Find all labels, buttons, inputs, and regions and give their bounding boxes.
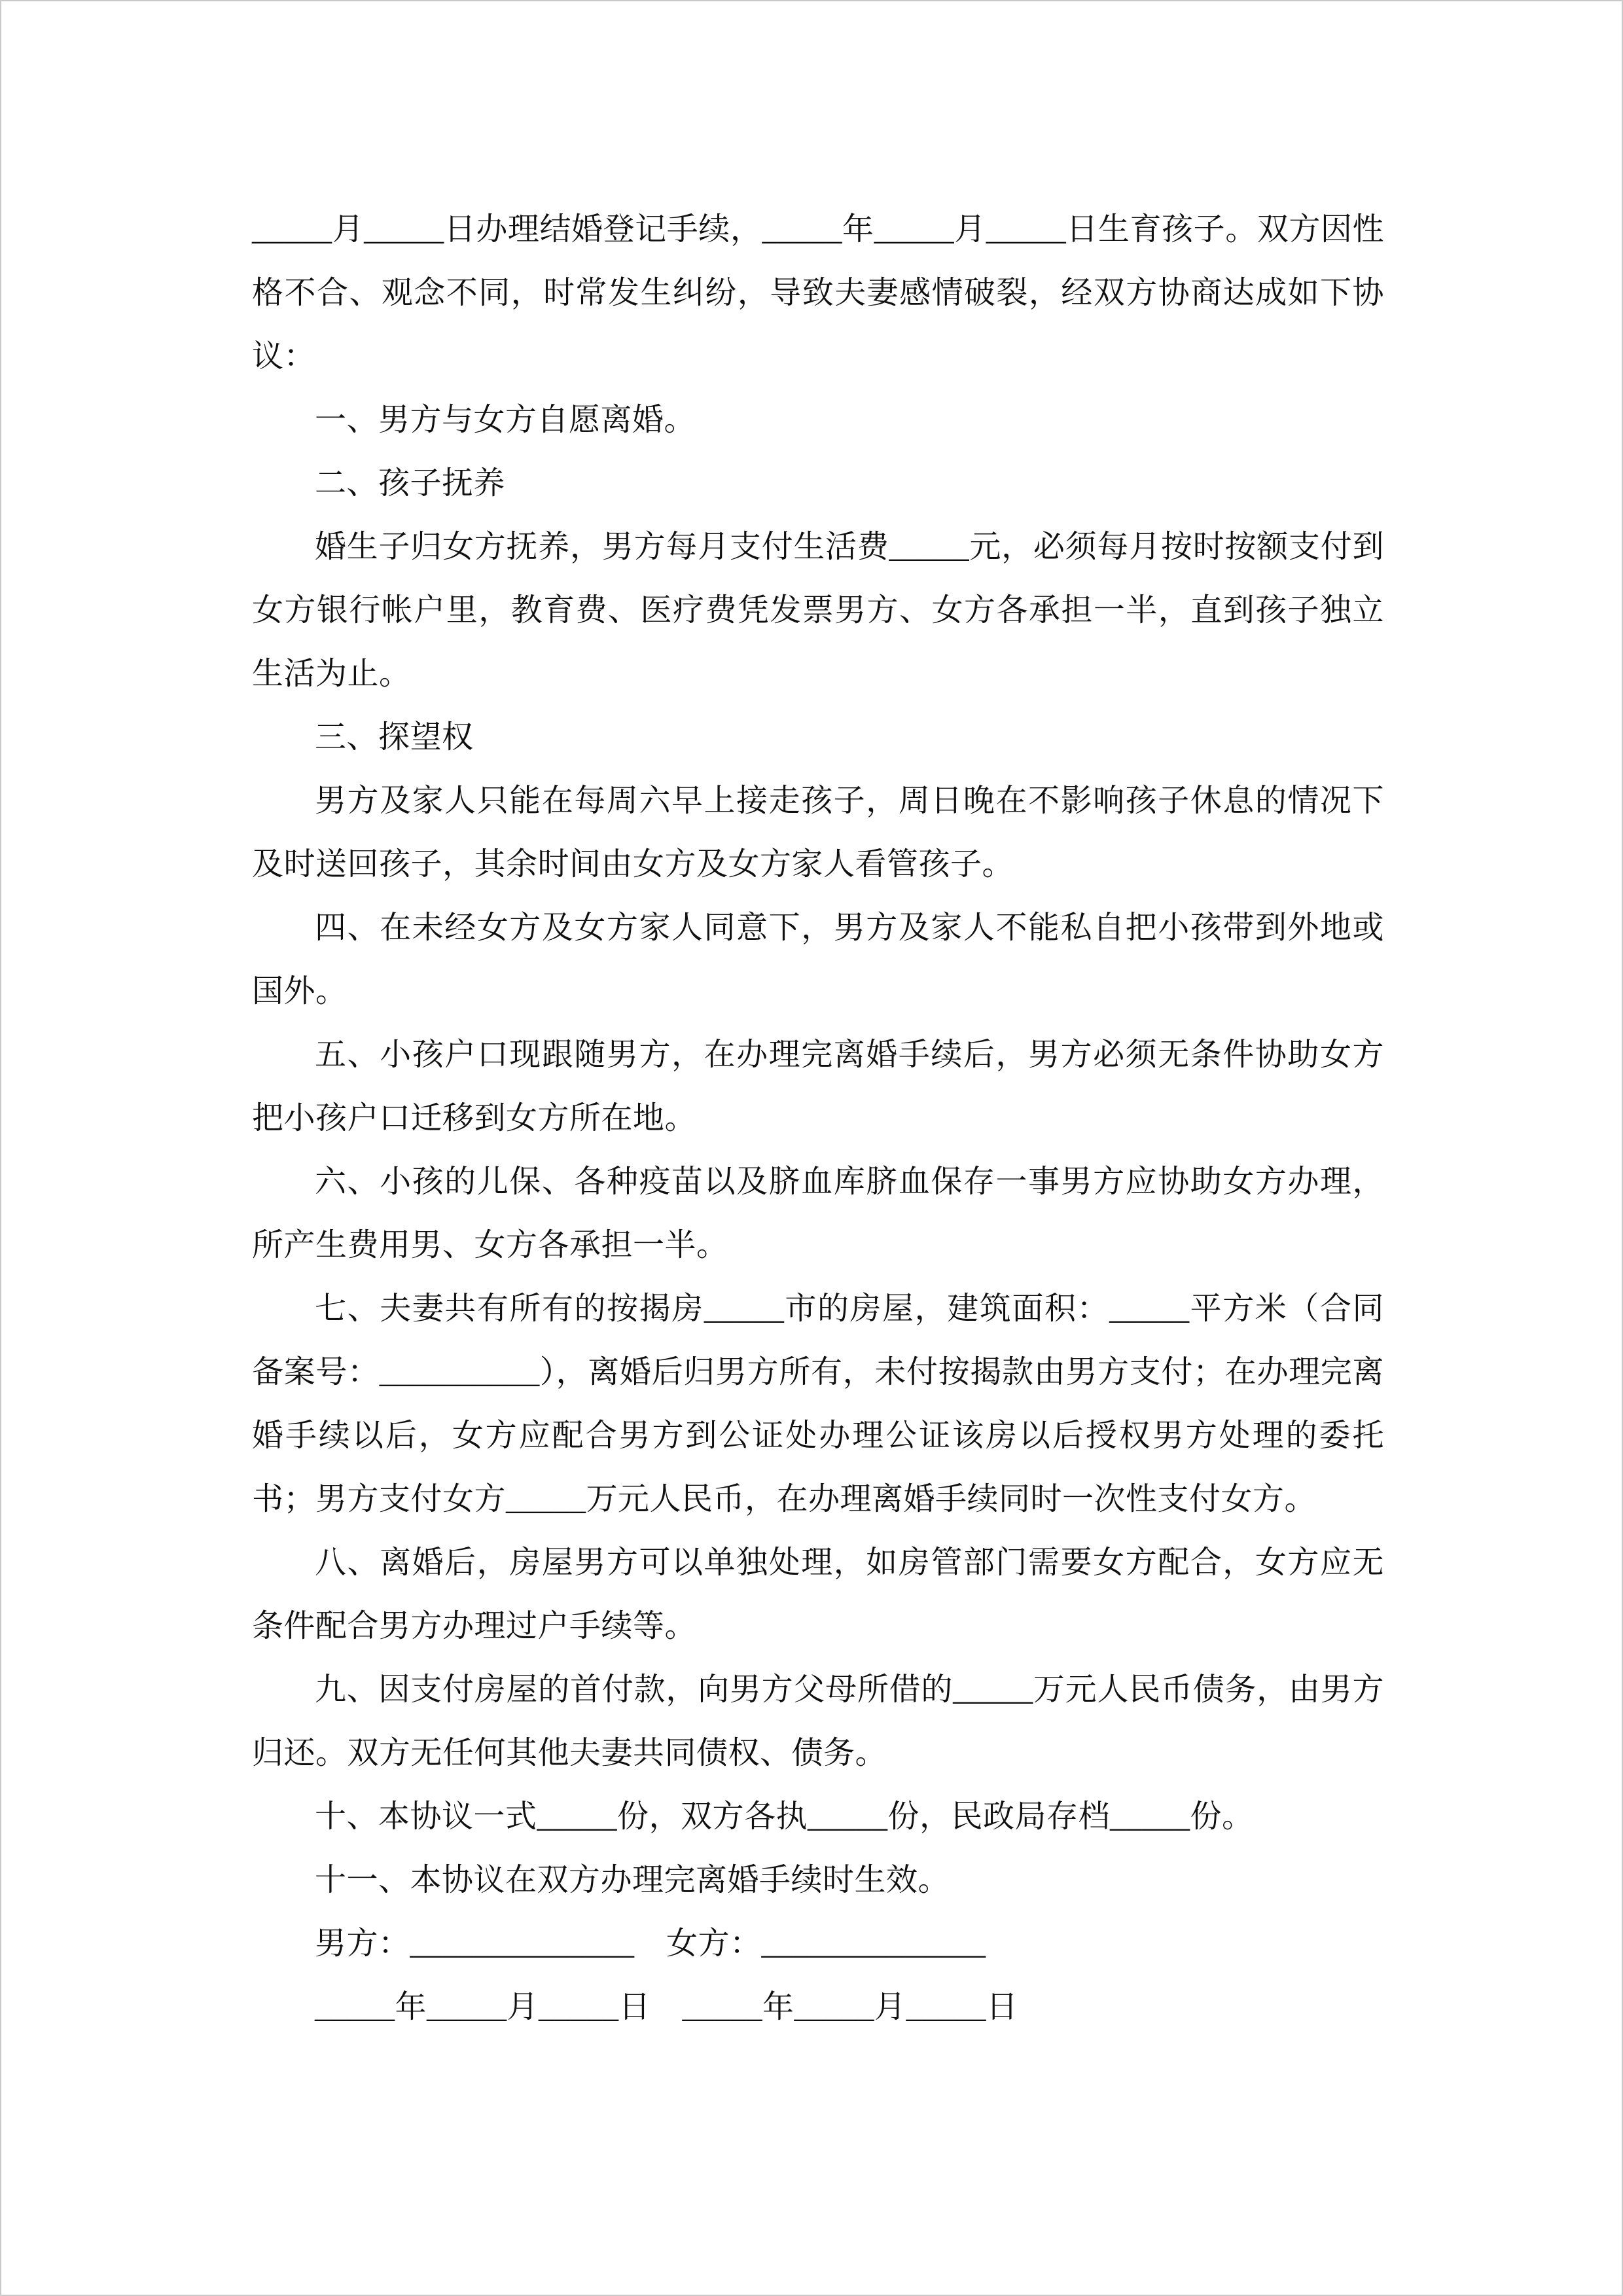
clause-7-property-division: 七、夫妻共有所有的按揭房_____市的房屋，建筑面积：_____平方米（合同备案号：__________），离婚后归男方所有，未付按揭款由男方支付；在办理完离婚手续以后，女方应配合男方到公证处办理公证该房以后授权男方处理的委托书；男方支付女方_____万元人民币，在办理离婚手续同时一次性支付女方。 [252,1291,1384,1516]
document-content [252,198,1384,2039]
clause-8-house-transfer: 八、离婚后，房屋男方可以单独处理，如房管部门需要女方配合，女方应无条件配合男方办理过户手续等。 [252,1545,1384,1643]
clause-11-effective-date: 十一、本协议在双方办理完离婚手续时生效。 [315,1863,950,1897]
clause-9-debt: 九、因支付房屋的首付款，向男方父母所借的_____万元人民币债务，由男方归还。双方无任何其他夫妻共同债权、债务。 [252,1672,1384,1770]
clause-2-custody-title: 二、孩子抚养 [315,466,506,501]
date-line: _____年_____月_____日 _____年_____月_____日 [315,1990,1018,2024]
clause-4-travel-restriction: 四、在未经女方及女方家人同意下，男方及家人不能私自把小孩带到外地或国外。 [252,910,1384,1009]
clause-1-voluntary-divorce: 一、男方与女方自愿离婚。 [315,403,696,437]
paragraph-intro-continuation: _____月_____日办理结婚登记手续，_____年_____月_____日生育孩子。双方因性格不合、观念不同，时常发生纠纷，导致夫妻感情破裂，经双方协商达成如下协议： [252,212,1384,374]
clause-2-custody-body: 婚生子归女方抚养，男方每月支付生活费_____元，必须每月按时按额支付到女方银行帐户里，教育费、医疗费凭发票男方、女方各承担一半，直到孩子独立生活为止。 [252,529,1384,691]
clause-3-visitation-title: 三、探望权 [315,720,474,755]
clause-5-household-registration: 五、小孩户口现跟随男方，在办理完离婚手续后，男方必须无条件协助女方把小孩户口迁移到女方所在地。 [252,1037,1384,1136]
clause-6-childcare-costs: 六、小孩的儿保、各种疫苗以及脐血库脐血保存一事男方应协助女方办理，所产生费用男、女方各承担一半。 [252,1164,1384,1263]
signature-line: 男方：______________ 女方：______________ [315,1926,986,1961]
clause-3-visitation-body: 男方及家人只能在每周六早上接走孩子，周日晚在不影响孩子休息的情况下及时送回孩子，其余时间由女方及女方家人看管孩子。 [252,783,1384,882]
clause-10-copies: 十、本协议一式_____份，双方各执_____份，民政局存档_____份。 [315,1799,1254,1834]
